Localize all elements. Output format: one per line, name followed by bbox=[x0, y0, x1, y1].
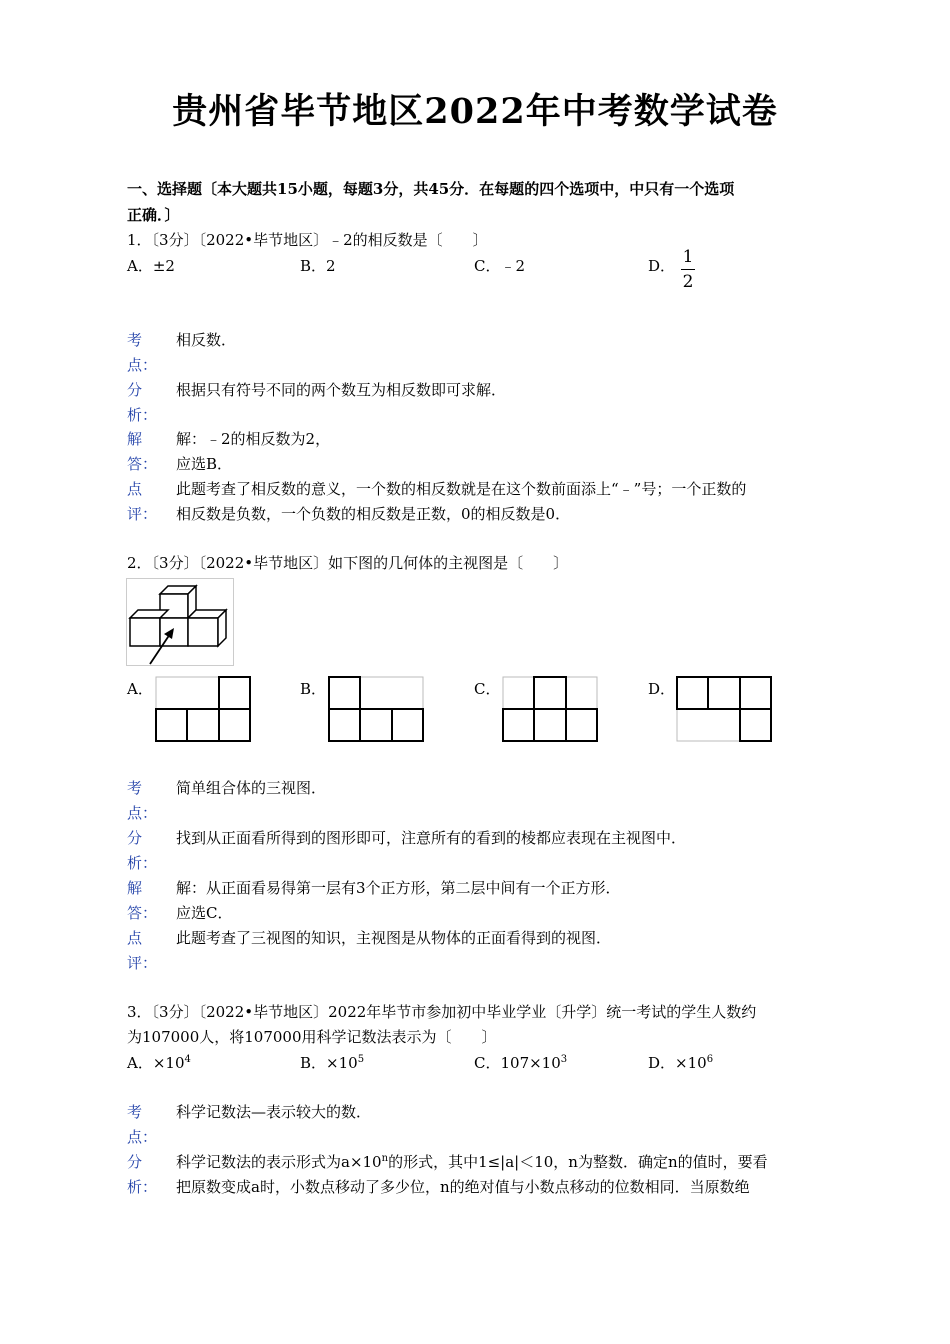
q1-option-a: A．±2 bbox=[127, 257, 175, 275]
q3-option-d bbox=[648, 1052, 713, 1073]
q3-option-c-exponent: 3 bbox=[560, 1054, 568, 1065]
q1-jieda-2: 应选B． bbox=[176, 455, 233, 473]
q2-solid-figure bbox=[126, 578, 234, 666]
q2-option-d: D． bbox=[648, 680, 676, 698]
q2-option-a: A． bbox=[127, 680, 153, 698]
label-kao: 考 bbox=[127, 331, 143, 349]
q3-fenxi-1 bbox=[176, 1151, 768, 1172]
label-dian: 点： bbox=[127, 804, 158, 822]
q2-kaodian: 简单组合体的三视图． bbox=[176, 779, 327, 797]
label-kao: 考 bbox=[127, 779, 143, 797]
label-xi: 析： bbox=[127, 854, 158, 872]
q3-fenxi-1a: 科学记数法的表示形式为a×10 bbox=[176, 1153, 382, 1171]
q1-option-c: C．﹣2 bbox=[474, 257, 526, 275]
q2-figure-a bbox=[155, 676, 251, 742]
q3-fenxi-exponent: n bbox=[381, 1153, 389, 1164]
q3-kaodian: 科学记数法—表示较大的数． bbox=[176, 1103, 372, 1121]
q3-option-b-exponent: 5 bbox=[357, 1054, 365, 1065]
label-dianp: 点 bbox=[127, 929, 143, 947]
q1-jieda-1: 解：﹣2的相反数为2， bbox=[176, 430, 331, 448]
label-fen: 分 bbox=[127, 829, 143, 847]
q3-option-d-exponent: 6 bbox=[706, 1054, 714, 1065]
q2-stem: 2．〔3分〕〔2022•毕节地区〕如下图的几何体的主视图是〔 〕 bbox=[127, 554, 569, 572]
q2-figure-b bbox=[328, 676, 424, 742]
label-jie: 解 bbox=[127, 879, 143, 897]
q2-option-c: C． bbox=[474, 680, 501, 698]
q2-dianping-1: 此题考查了三视图的知识，主视图是从物体的正面看得到的视图． bbox=[176, 929, 612, 947]
q2-fenxi: 找到从正面看所得到的图形即可，注意所有的看到的棱都应表现在主视图中． bbox=[176, 829, 687, 847]
label-da: 答： bbox=[127, 904, 158, 922]
q3-stem-1: 3．〔3分〕〔2022•毕节地区〕2022年毕节市参加初中毕业学业〔升学〕统一考试的学生人数约 bbox=[127, 1003, 757, 1021]
q1-stem: 1．〔3分〕〔2022•毕节地区〕﹣2的相反数是〔 〕 bbox=[127, 231, 488, 249]
label-kao: 考 bbox=[127, 1103, 143, 1121]
q2-jieda-2: 应选C． bbox=[176, 904, 233, 922]
q1-fenxi: 根据只有符号不同的两个数互为相反数即可求解． bbox=[176, 381, 507, 399]
q2-option-b: B． bbox=[300, 680, 327, 698]
label-dian: 点： bbox=[127, 1128, 158, 1146]
q1-fraction bbox=[679, 247, 697, 292]
section-heading-cont: 正确．〕 bbox=[127, 206, 180, 224]
q3-fenxi-1b: 的形式，其中1≤|a|＜10，n为整数．确定n的值时，要看 bbox=[388, 1153, 768, 1171]
label-ping: 评： bbox=[127, 505, 158, 523]
fraction-denominator: 2 bbox=[682, 272, 694, 292]
q1-option-b: B．2 bbox=[300, 257, 336, 275]
label-fen: 分 bbox=[127, 1153, 143, 1171]
label-xi: 析： bbox=[127, 406, 158, 424]
q2-figure-c bbox=[502, 676, 598, 742]
q3-option-c-text: C．107×10 bbox=[474, 1054, 561, 1072]
fraction-bar bbox=[681, 269, 695, 270]
label-da: 答： bbox=[127, 455, 158, 473]
q3-option-d-text: D．×10 bbox=[648, 1054, 707, 1072]
q3-option-a bbox=[127, 1052, 191, 1073]
q1-option-d: D． bbox=[648, 257, 676, 275]
fraction-numerator: 1 bbox=[682, 247, 694, 267]
q3-option-a-exponent: 4 bbox=[184, 1054, 191, 1065]
page-title: 贵州省毕节地区2022年中考数学试卷 bbox=[172, 91, 778, 132]
q1-dianping-1: 此题考查了相反数的意义，一个数的相反数就是在这个数前面添上“﹣”号；一个正数的 bbox=[176, 480, 747, 498]
label-xi: 析： bbox=[127, 1178, 158, 1196]
q3-option-b bbox=[300, 1052, 364, 1073]
section-heading: 一、选择题〔本大题共15小题，每题3分，共45分．在每题的四个选项中，中只有一个选项 bbox=[127, 180, 735, 198]
q3-option-b-text: B．×10 bbox=[300, 1054, 358, 1072]
label-dian: 点： bbox=[127, 356, 158, 374]
q3-fenxi-2: 把原数变成a时，小数点移动了多少位，n的绝对值与小数点移动的位数相同．当原数绝 bbox=[176, 1178, 750, 1196]
q3-option-a-text: A．×10 bbox=[127, 1054, 185, 1072]
label-fen: 分 bbox=[127, 381, 143, 399]
q3-option-c bbox=[474, 1052, 567, 1073]
q2-jieda-1: 解：从正面看易得第一层有3个正方形，第二层中间有一个正方形． bbox=[176, 879, 621, 897]
q1-dianping-2: 相反数是负数，一个负数的相反数是正数，0的相反数是0． bbox=[176, 505, 571, 523]
q1-kaodian: 相反数． bbox=[176, 331, 237, 349]
label-ping: 评： bbox=[127, 954, 158, 972]
q3-stem-2: 为107000人，将107000用科学记数法表示为〔 〕 bbox=[127, 1028, 497, 1046]
label-dianp: 点 bbox=[127, 480, 143, 498]
label-jie: 解 bbox=[127, 430, 143, 448]
q2-figure-d bbox=[676, 676, 772, 742]
